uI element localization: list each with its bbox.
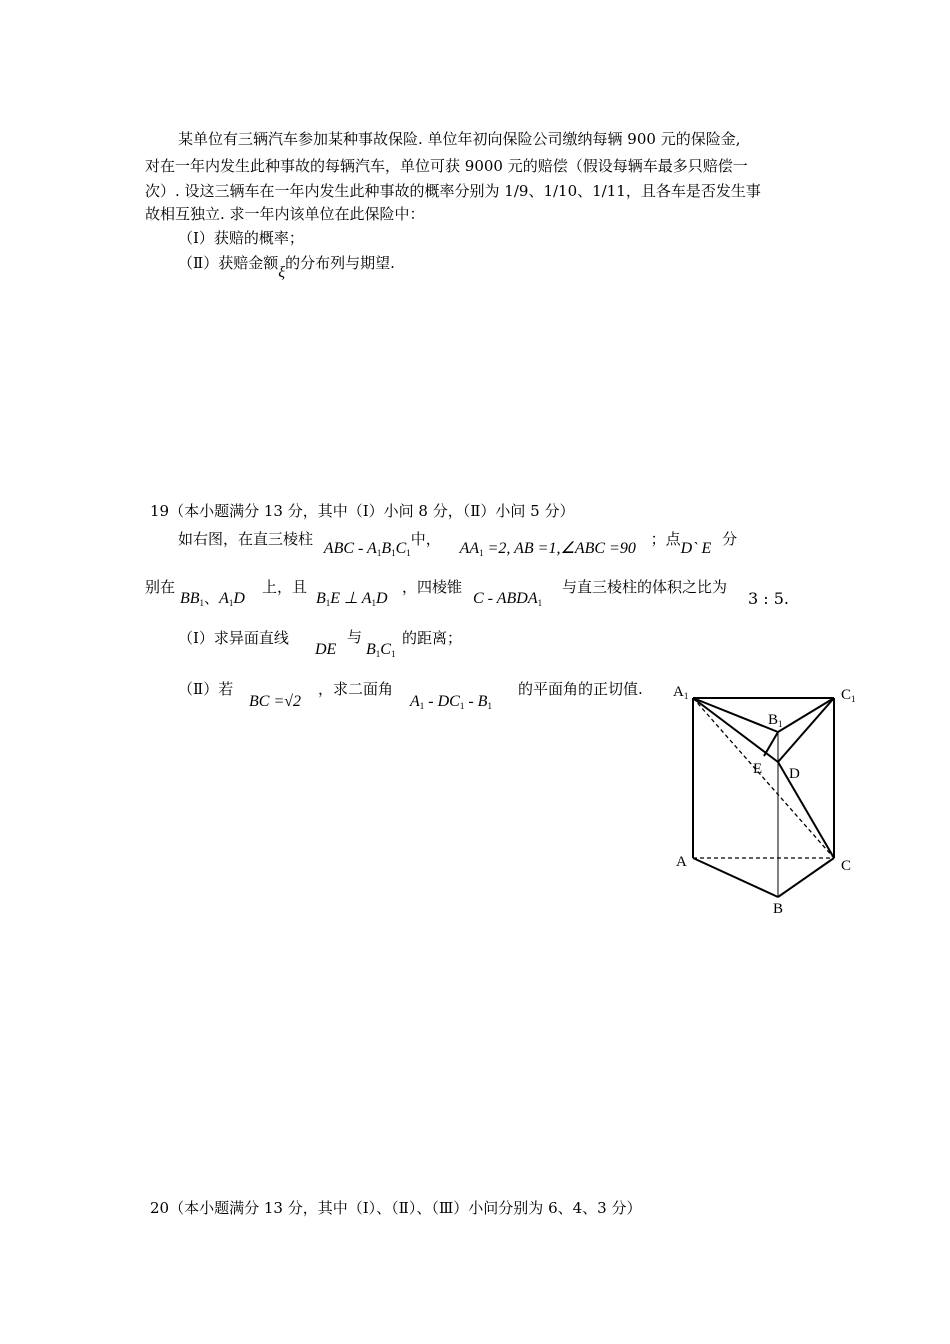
label-b: B bbox=[773, 901, 784, 917]
p19-l2-text-c: ，四棱锥 bbox=[402, 578, 463, 596]
xi-symbol: ξ bbox=[278, 264, 286, 281]
label-b1: $B_1$ bbox=[768, 712, 783, 729]
perp-condition: $B_1E$ ⊥ $A_1D$ bbox=[316, 590, 388, 608]
p20-header: 20（本小题满分 13 分，其中（Ⅰ）、（Ⅱ）、（Ⅲ）小问分别为 6、4、3 分） bbox=[150, 1199, 642, 1217]
p19-l1-text-a: 如右图，在直三棱柱 bbox=[178, 530, 314, 548]
p18-part-2-text-a: （Ⅱ）获赔金额 bbox=[178, 254, 279, 272]
label-a: A bbox=[676, 854, 687, 870]
p18-line-3: 次）. 设这三辆车在一年内发生此种事故的概率分别为 1/9、1/10、1/11，且各车是否发生事 bbox=[145, 182, 761, 200]
volume-ratio-value: 3 : 5 bbox=[748, 589, 784, 608]
p19-l2-text-b: 上，且 bbox=[262, 578, 308, 596]
segment-b1e bbox=[764, 732, 778, 756]
label-a1: $A_1$ bbox=[673, 684, 689, 701]
p19-line-2-math bbox=[180, 587, 245, 614]
p18-part-1: （Ⅰ）获赔的概率； bbox=[178, 229, 304, 247]
p18-line-2: 对在一年内发生此种事故的每辆汽车，单位可获 9000 元的赔偿（假设每辆车最多只赔偿一 bbox=[145, 157, 748, 175]
p19-l1-text-c: ；点 bbox=[650, 530, 681, 548]
aa1-condition: $AA_1 =2$, AB =1,∠ABC =90 bbox=[459, 540, 636, 558]
p18-part-2 bbox=[178, 252, 395, 281]
prism-figure bbox=[668, 678, 868, 928]
edge-bc bbox=[778, 858, 834, 897]
p19-l2-text-d: 与直三棱柱的体积之比为 bbox=[562, 578, 728, 596]
edge-ab bbox=[693, 858, 778, 897]
label-c: C bbox=[841, 858, 852, 874]
pyramid-expression: C - $ABDA_1$ bbox=[473, 590, 543, 608]
label-d: D bbox=[789, 766, 800, 782]
p19-part-1-text-a: （Ⅰ）求异面直线 bbox=[178, 629, 289, 647]
p18-part-2-text-b: 的分布列与期望. bbox=[285, 254, 395, 272]
segment-dc bbox=[778, 762, 834, 858]
bc-condition: BC =√2 bbox=[249, 693, 302, 710]
line-de: DE bbox=[315, 641, 337, 658]
p19-part-1-text-b: 与 bbox=[347, 628, 363, 646]
p19-part-1-text-c: 的距离； bbox=[402, 629, 463, 647]
segment-c1d bbox=[778, 698, 834, 762]
label-e: E bbox=[753, 761, 763, 777]
points-d-e: D` E bbox=[680, 540, 712, 557]
p19-part-2-text-b: ，求二面角 bbox=[318, 680, 394, 698]
edge-a1b1 bbox=[693, 698, 778, 732]
line-b1c1: $B_1C_1$ bbox=[366, 641, 396, 659]
p18-line-1: 某单位有三辆汽车参加某种事故保险. 单位年初向保险公司缴纳每辆 900 元的保险金, bbox=[178, 130, 741, 148]
p19-line-2 bbox=[145, 576, 175, 598]
label-c1: $C_1$ bbox=[841, 687, 856, 704]
p19-part-2-text-a: （Ⅱ）若 bbox=[178, 680, 234, 698]
p18-line-4: 故相互独立. 求一年内该单位在此保险中： bbox=[145, 205, 425, 223]
p19-l2-text-a: 别在 bbox=[145, 578, 176, 596]
edge-b1c1 bbox=[778, 698, 834, 732]
prism-expression: ABC - $A_1B_1C_1$ bbox=[323, 540, 411, 558]
volume-ratio: 3 : 5. bbox=[748, 589, 790, 608]
p19-l1-text-d: 分 bbox=[722, 530, 738, 548]
segments-bb1-a1d: $BB_1$、$A_1D$ bbox=[180, 589, 245, 608]
p19-l1-text-b: 中， bbox=[410, 530, 441, 548]
p19-header: 19（本小题满分 13 分，其中（Ⅰ）小问 8 分，（Ⅱ）小问 5 分） bbox=[150, 502, 575, 520]
dihedral-angle: $A_1 - DC_1 - B_1$ bbox=[410, 693, 492, 711]
p19-part-2-text-c: 的平面角的正切值. bbox=[518, 680, 643, 698]
p19-line-1 bbox=[178, 528, 738, 558]
